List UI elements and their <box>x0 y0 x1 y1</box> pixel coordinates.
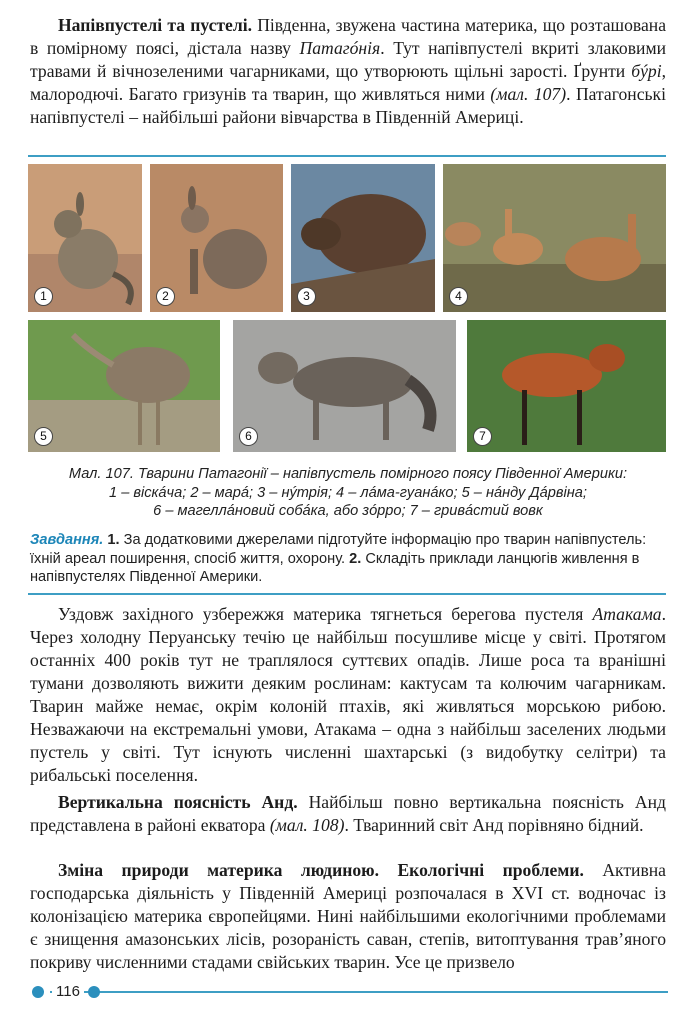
task-number-2: 2. <box>345 550 362 567</box>
soil-name: бýрі <box>631 61 662 81</box>
caption-line-1: Мал. 107. Тварини Патагонії – напівпустель помірного поясу Південної Америки: <box>68 466 628 482</box>
maned-wolf-image <box>467 320 666 452</box>
task-number-1: 1. <box>103 532 120 548</box>
photo-guanaco <box>443 164 666 312</box>
photo-number-badge: 4 <box>449 287 468 306</box>
intro-text-2: . Тут напівпустелі вкриті злаковими травами й вічнозеленими чагарниками, що утворюють щільні зарості. Ґрунти <box>30 38 666 81</box>
task-block <box>30 531 670 587</box>
photo-maned-wolf <box>467 320 666 452</box>
section-heading-semideserts: Напівпустелі та пустелі. <box>58 15 253 35</box>
intro-paragraph <box>30 14 666 129</box>
divider-middle <box>28 593 666 595</box>
ecology-paragraph <box>30 859 666 974</box>
intro-text-1: Південна, звужена частина материка, що розташована в помірному поясі, дістала назву <box>30 15 666 58</box>
figure-reference-107: (мал. 107) <box>490 84 567 104</box>
caption-line-2: 1 – віскáча; 2 – марá; 3 – нýтрія; 4 – лáма-гуанáко; 5 – нáнду Дáрвіна; <box>109 484 587 501</box>
andes-text-1: Найбільш повно вертикальна поясність Анд представлена в районі екватора <box>30 792 667 835</box>
photo-mara <box>150 164 283 312</box>
page-footer <box>28 982 668 1002</box>
ecology-text-1: Активна господарська діяльність у Південній Америці розпочалася в XVI ст. водночас із колонізацією материка європейцями. Нині найбільшими екологічними проблемами є знищення амазонських лісів, розораність саван, степів, витоптування трав’яного покриву численними стадами свійських тварин. Усе це призвело <box>30 860 666 972</box>
task-text-1: За додатковими джерелами підготуйте інформацію про тварин напівпустель: їхній ареал поширення, спосіб життя, охорону. <box>30 532 647 567</box>
zorro-image <box>233 320 456 452</box>
photo-number-badge: 6 <box>239 427 258 446</box>
footer-dot-left <box>32 986 44 998</box>
photo-viscacha <box>28 164 142 312</box>
photo-number-badge: 5 <box>34 427 53 446</box>
photo-darwin-rhea <box>28 320 220 452</box>
task-text-2: Складіть приклади ланцюгів живлення в напівпустелях Південної Америки. <box>30 550 640 585</box>
footer-line <box>50 991 668 993</box>
photo-number-badge: 1 <box>34 287 53 306</box>
photo-number-badge: 7 <box>473 427 492 446</box>
photo-number-badge: 3 <box>297 287 316 306</box>
atacama-text-1: Уздовж західного узбережжя материка тягнеться берегова пустеля <box>58 604 593 624</box>
task-label: Завдання. <box>30 532 104 548</box>
footer-dot-right <box>88 986 100 998</box>
andes-text-2: . Тваринний світ Анд порівняно бідний. <box>344 815 644 835</box>
figure-caption <box>30 465 666 521</box>
guanaco-image <box>443 164 666 312</box>
section-heading-andes: Вертикальна поясність Анд. <box>58 792 298 812</box>
photo-nutria <box>291 164 435 312</box>
andes-paragraph <box>30 791 666 837</box>
atacama-paragraph <box>30 603 666 787</box>
place-name-patagonia: Патагóнія <box>299 38 381 58</box>
atacama-text-2: . Через холодну Перуанську течію це найбільш посушливе місце у світі. Протягом останніх 400 років тут не траплялося суттєвих опадів. Лише роса та вранішні тумани дозволяють вижити деяким рослинам: кактусам та колючим чагарникам. Тварин майже немає, окрім колоній птахів, які живляться морською рибою. Незважаючи на екстремальні умови, Атакама – одна з найбільш заселених людьми пустель у світі. Тут існують численні шахтарські (з видобутку селітри) та рибальські поселення. <box>30 604 666 785</box>
place-name-atacama: Атакама <box>592 604 662 624</box>
intro-text-3: , малородючі. Багато гризунів та тварин, що живляться ними <box>30 61 666 104</box>
caption-line-3: 6 – магеллáновий собáка, або зóрро; 7 – гривáстий вовк <box>153 503 543 519</box>
intro-text-4: . Патагонські напівпустелі – найбільші райони вівчарства в Південній Америці. <box>30 84 666 127</box>
divider-top <box>28 155 666 157</box>
photo-number-badge: 2 <box>156 287 175 306</box>
section-heading-ecology: Зміна природи материка людиною. Екологічні проблеми. <box>58 860 584 880</box>
rhea-image <box>28 320 220 452</box>
photo-zorro <box>233 320 456 452</box>
figure-reference-108: (мал. 108) <box>269 815 345 835</box>
page-number: 116 <box>52 982 84 1002</box>
